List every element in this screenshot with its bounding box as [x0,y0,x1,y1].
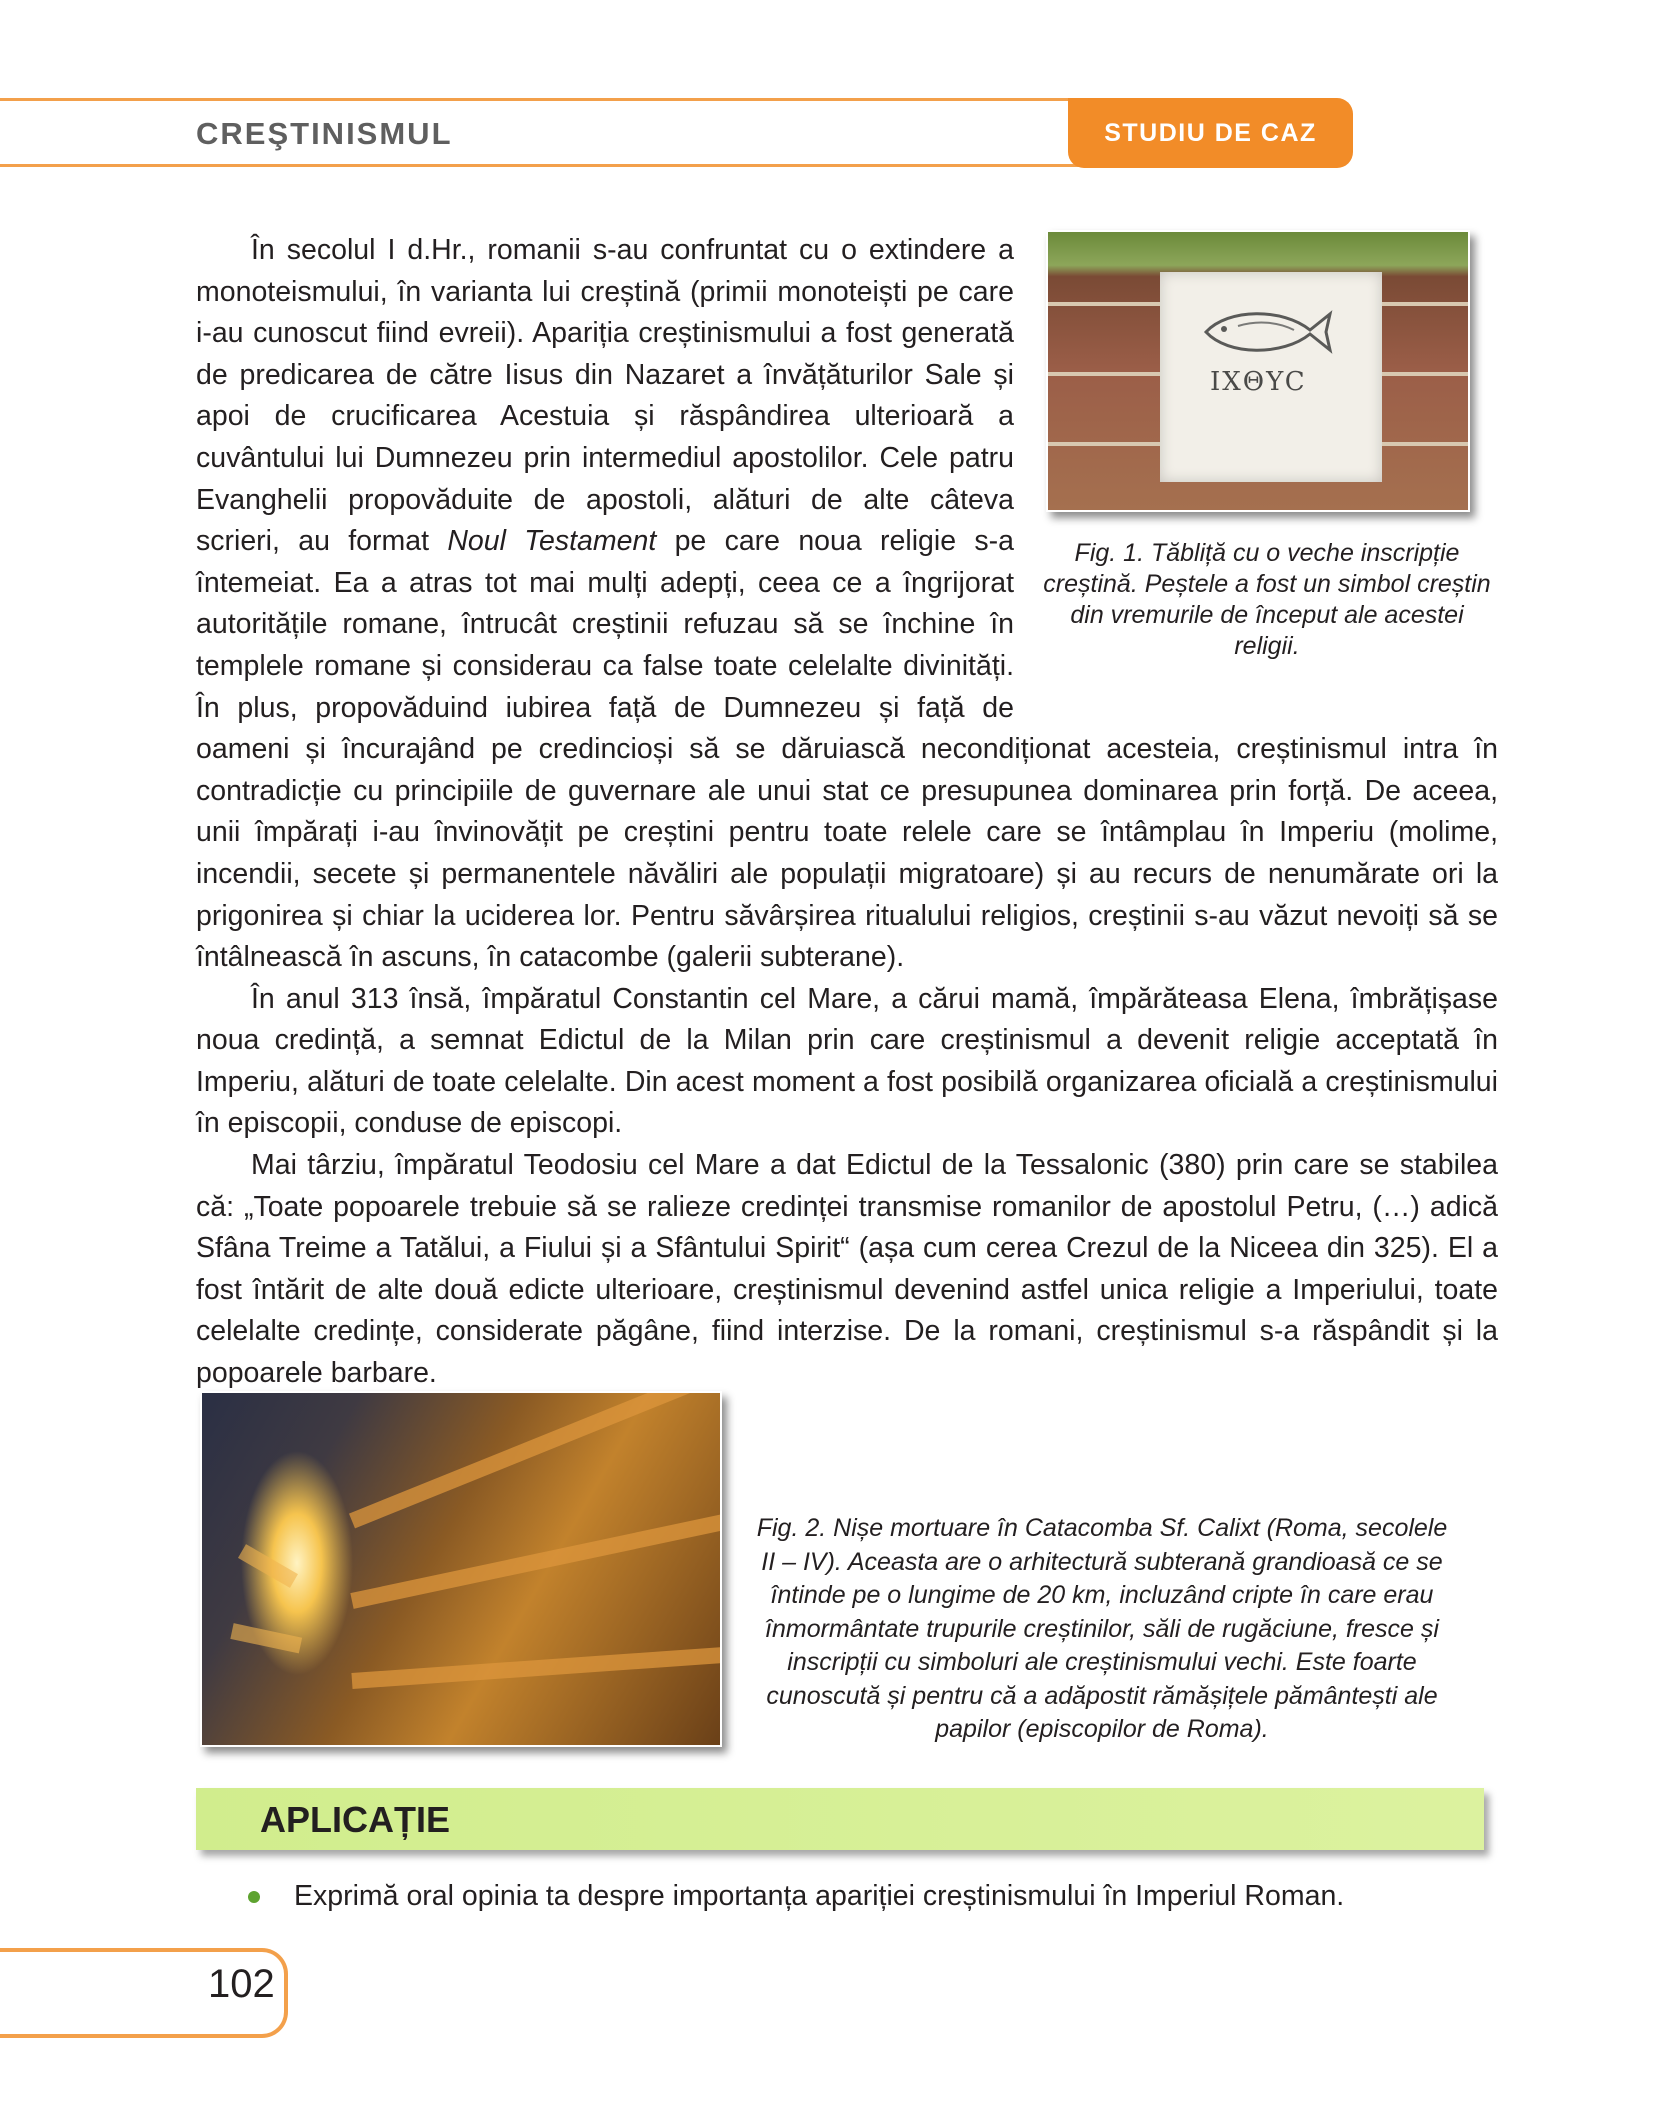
page-number: 102 [208,1962,275,2006]
book-title: Noul Testament [447,525,657,558]
figure-1-caption: Fig. 1. Tăbliță cu o veche inscripție creștină. Peștele a fost un simbol creștin din vremurile de început ale acestei religii. [1043,539,1491,660]
paragraph-3: Mai târziu, împăratul Teodosiu cel Mare a dat Edictul de la Tessalonic (380) prin care se stabilea că: „Toate popoarele trebuie să se ralieze credinței transmise romanilor de apostolul Petru, (…) adică Sfâna Treime a Tatălui, a Fiului și a Sfântului Spirit“ (așa cum cerea Crezul de la Niceea din 325). El a fost întărit de alte două edicte ulterioare, creștinismul devenind astfel unica religie a Imperiului, toate celelalte credințe, considerate păgâne, fiind interzise. De la romani, creștinismul s-a răspândit și la popoarele barbare. [196,1149,1498,1390]
inscription-photo [1046,230,1470,512]
application-title: APLICAȚIE [260,1799,451,1840]
stone-plaque [1160,272,1382,482]
chapter-title: CREŞTINISMUL [196,116,453,151]
application-banner [196,1788,1484,1850]
section-tab-label: STUDIU DE CAZ [1104,118,1317,147]
paragraph-2: În anul 313 însă, împăratul Constantin cel Mare, a cărui mamă, împărăteasa Elena, îmbrățișase noua credință, a semnat Edictul de la Milan prin care creștinismul a devenit religie acceptată în Imperiu, alături de toate celelalte. Din acest moment a fost posibilă organizarea oficială a creștinismului în episcopii, conduse de episcopi. [196,982,1498,1140]
bullet-icon [248,1891,260,1903]
application-item-text: Exprimă oral opinia ta despre importanța apariției creștinismului în Imperiul Roman. [294,1880,1345,1912]
main-text [196,230,1498,1395]
catacomb-photo [200,1391,722,1747]
figure-1 [1036,230,1498,694]
section-tab [1068,98,1353,168]
header-top-rule [0,98,1240,101]
application-item [250,1876,1344,1916]
figure-2-caption: Fig. 2. Nișe mortuare în Catacomba Sf. Calixt (Roma, secolele II – IV). Aceasta are o arhitectură subterană grandioasă ce se întinde pe o lungime de 20 km, incluzând cripte în care erau înmormântate trupurile creștinilor, săli de rugăciune, fresce și inscripții cu simboluri ale creștinismului vechi. Este foarte cunoscută și pentru că a adăpostit rămășițele pământești ale papilor (episcopilor de Roma). [756,1514,1448,1743]
header-bottom-rule [0,164,1082,167]
fish-icon [1198,302,1338,362]
paragraph-1: În secolul I d.Hr., romanii s-au confruntat cu o extindere a monoteismului, în varianta lui creștină (primii monoteiști pe care i-au cunoscut fiind evreii). Apariția creștinismului a fost generată de predicarea de către Iisus din Nazaret a învățăturilor Sale și apoi de crucificarea Acestuia și răspândirea ulterioară a cuvântului lui Dumnezeu prin intermediul apostolilor. Cele patru Evanghelii propovăduite de apostoli, alături de alte câteva scrieri, au format Noul Testament pe care noua religie s-a întemeiat. Ea a atras tot mai mulți adepți, ceea ce a îngrijorat autoritățile romane, întrucât creștinii refuzau să se închine în templele romane și considerau ca false toate celelalte divinități. În plus, propovăduind iubirea față de Dumnezeu și față de oameni și încurajând pe credincioși să se dăruiască necondiționat acesteia, creștinismul intra în contradicție cu principiile de guvernare ale unui stat ce presupunea dominarea prin forță. De aceea, unii împărați i-au învinovățit pe creștini pentru toate relele care se întâmplau în Imperiu (molime, incendii, secete și permanentele năvăliri ale populații migratoare) și au recurs de nenumărate ori la prigonirea și chiar la uciderea lor. Pentru săvârșirea ritualului religios, creștinii s-au văzut nevoiți să se întâlnească în ascuns, în catacombe (galerii subterane). [196,234,1498,974]
ichthys-inscription: IXΘYC [1210,367,1307,397]
